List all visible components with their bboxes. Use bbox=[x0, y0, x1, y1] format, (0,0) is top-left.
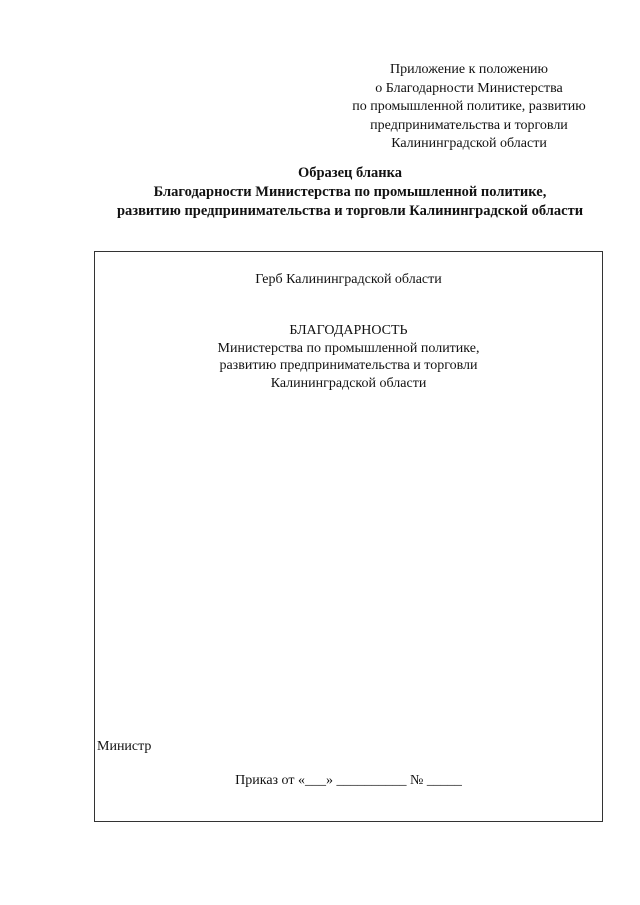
appendix-line: Калининградской области bbox=[391, 136, 547, 151]
appendix-note bbox=[330, 61, 608, 154]
gratitude-heading: БЛАГОДАРНОСТЬ bbox=[289, 323, 408, 338]
appendix-line: о Благодарности Министерства bbox=[375, 80, 563, 96]
sample-title-line: Благодарности Министерства по промышленной политике, bbox=[153, 184, 547, 200]
order-line: Приказ от «___» __________ № _____ bbox=[235, 773, 462, 788]
appendix-line: по промышленной политике, развитию bbox=[352, 99, 586, 114]
minister-label: Министр bbox=[97, 739, 152, 754]
coat-of-arms-placeholder: Герб Калининградской области bbox=[255, 272, 442, 287]
gratitude-subtitle-line: Министерства по промышленной политике, bbox=[217, 340, 480, 356]
sample-title bbox=[90, 164, 610, 221]
gratitude-subtitle-line: развитию предпринимательства и торговли bbox=[219, 358, 478, 373]
appendix-line: предпринимательства и торговли bbox=[370, 117, 568, 133]
gratitude-subtitle-line: Калининградской области bbox=[270, 375, 427, 391]
sample-title-line: развитию предпринимательства и торговли Калининградской области bbox=[116, 203, 584, 219]
sample-title-line: Образец бланка bbox=[297, 165, 403, 181]
appendix-line: Приложение к положению bbox=[389, 62, 549, 77]
gratitude-heading-block bbox=[94, 322, 603, 392]
